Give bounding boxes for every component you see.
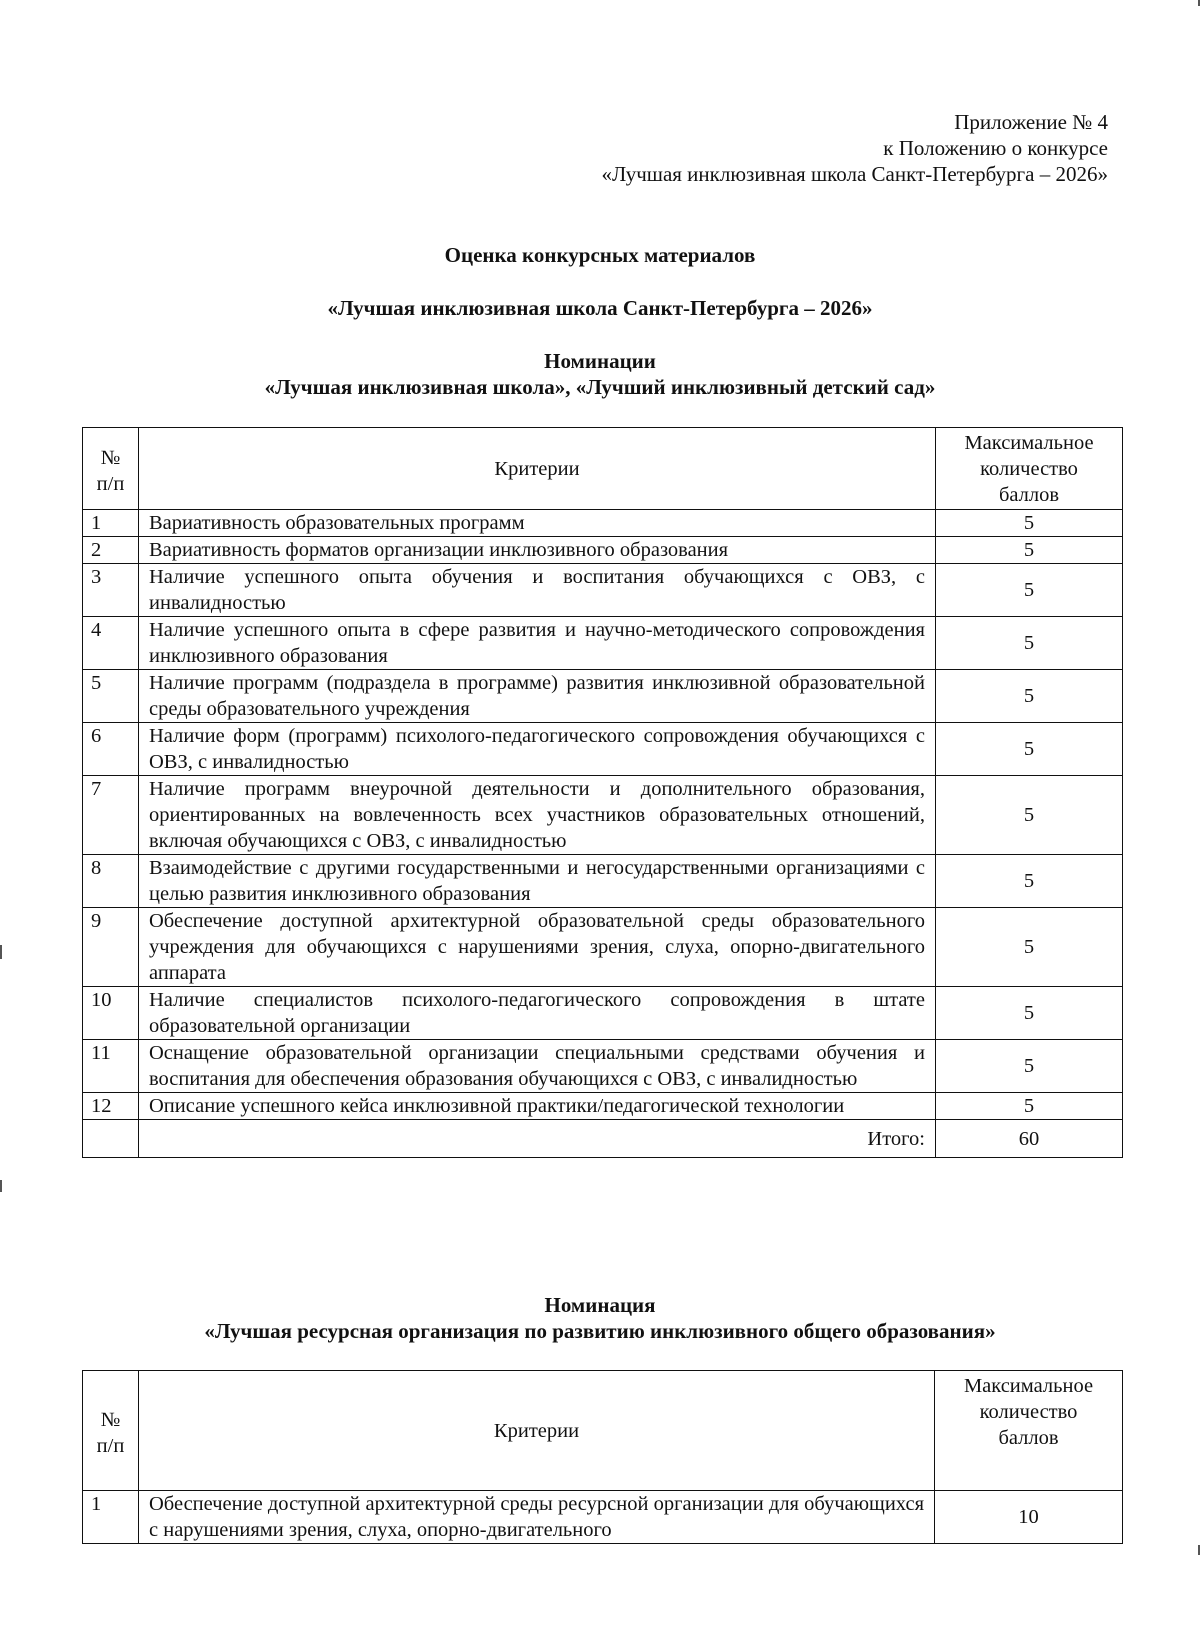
criterion-text	[139, 855, 936, 908]
header-max-line: Максимальное	[963, 1375, 1094, 1397]
scan-edge-mark	[0, 945, 2, 959]
table-row	[83, 564, 1123, 617]
header-max-line: Максимальное	[964, 431, 1094, 454]
criterion-text-content: Обеспечение доступной архитектурной среды ресурсной организации для обучающихся с нарушениями зрения, слуха, опорно-двигательного	[149, 1493, 924, 1541]
criterion-text	[139, 987, 936, 1040]
table-row	[83, 510, 1123, 537]
criterion-text	[139, 537, 936, 564]
max-score: 5	[936, 1093, 1123, 1120]
row-number: 3	[83, 564, 139, 617]
attachment-contest: «Лучшая инклюзивная школа Санкт-Петербурга – 2026»	[601, 162, 1108, 186]
row-number: 5	[83, 670, 139, 723]
criterion-text-content: Наличие успешного опыта в сфере развития и научно-методического сопровождения инклюзивного образования	[149, 619, 925, 667]
header-max-line: количество	[980, 457, 1078, 480]
table-row	[83, 908, 1123, 987]
header-max-line: баллов	[998, 1427, 1059, 1449]
max-score: 5	[936, 564, 1123, 617]
criterion-text	[139, 1040, 936, 1093]
empty-cell	[83, 1120, 139, 1158]
table-row	[83, 1093, 1123, 1120]
row-number: 10	[83, 987, 139, 1040]
criterion-text	[139, 564, 936, 617]
max-score: 5	[936, 1040, 1123, 1093]
table-row	[83, 670, 1123, 723]
table-row	[83, 1040, 1123, 1093]
table-row	[83, 987, 1123, 1040]
header-number-abbrev: п/п	[96, 1434, 125, 1457]
row-number: 11	[83, 1040, 139, 1093]
criterion-text	[139, 1093, 936, 1120]
attachment-note	[488, 109, 1108, 187]
criterion-text	[139, 1491, 935, 1544]
total-value: 60	[936, 1120, 1123, 1158]
criterion-text-content: Описание успешного кейса инклюзивной практики/педагогической технологии	[149, 1095, 845, 1117]
row-number: 2	[83, 537, 139, 564]
criterion-text-content: Взаимодействие с другими государственными и негосударственными организациями с целью развития инклюзивного образования	[149, 857, 925, 905]
table-row	[83, 617, 1123, 670]
max-score: 5	[936, 670, 1123, 723]
criterion-text	[139, 617, 936, 670]
criterion-text	[139, 670, 936, 723]
criteria-table-resource-org	[82, 1370, 1123, 1544]
max-score: 5	[936, 537, 1123, 564]
column-header-criteria: Критерии	[139, 1371, 935, 1491]
criterion-text	[139, 776, 936, 855]
criterion-text	[139, 723, 936, 776]
contest-title: «Лучшая инклюзивная школа Санкт-Петербурга – 2026»	[327, 296, 873, 320]
total-row	[83, 1120, 1123, 1158]
nominations-names: «Лучшая инклюзивная школа», «Лучший инклюзивный детский сад»	[264, 375, 936, 399]
criterion-text-content: Обеспечение доступной архитектурной образовательной среды образовательного учреждения для обучающихся с нарушениями зрения, слуха, опорно-двигательного аппарата	[149, 910, 925, 984]
max-score: 10	[935, 1491, 1123, 1544]
total-label: Итого:	[139, 1120, 936, 1158]
row-number: 7	[83, 776, 139, 855]
header-max-line: количество	[979, 1401, 1078, 1423]
column-header-criteria: Критерии	[139, 428, 936, 510]
nominations-label: Номинации	[544, 349, 656, 373]
column-header-number	[83, 1371, 139, 1491]
row-number: 1	[83, 1491, 139, 1544]
max-score: 5	[936, 617, 1123, 670]
criterion-text-content: Наличие программ (подраздела в программе) развития инклюзивной образовательной среды образовательного учреждения	[149, 672, 925, 720]
criterion-text-content: Наличие успешного опыта обучения и воспитания обучающихся с ОВЗ, с инвалидностью	[149, 566, 925, 614]
table-row	[83, 855, 1123, 908]
document-title: Оценка конкурсных материалов	[444, 243, 756, 267]
row-number: 9	[83, 908, 139, 987]
criterion-text-content: Вариативность образовательных программ	[149, 512, 525, 534]
max-score: 5	[936, 908, 1123, 987]
criteria-table-schools	[82, 427, 1123, 1158]
scan-edge-mark	[0, 1180, 2, 1192]
nomination-label: Номинация	[544, 1293, 656, 1317]
header-number-sign: №	[100, 446, 121, 469]
criterion-text-content: Наличие специалистов психолого-педагогического сопровождения в штате образовательной организации	[149, 989, 925, 1037]
table-row	[83, 776, 1123, 855]
criterion-text-content: Оснащение образовательной организации специальными средствами обучения и воспитания для обеспечения образования обучающихся с ОВЗ, с инвалидностью	[149, 1042, 925, 1090]
criterion-text	[139, 908, 936, 987]
header-max-line: баллов	[998, 483, 1060, 506]
column-header-max-score	[936, 428, 1123, 510]
table-row	[83, 537, 1123, 564]
row-number: 1	[83, 510, 139, 537]
table-row	[83, 1491, 1123, 1544]
criterion-text-content: Наличие программ внеурочной деятельности и дополнительного образования, ориентированных на вовлеченность всех участников образовательных отношений, включая обучающихся с ОВЗ, с инвалидностью	[149, 778, 925, 852]
criterion-text	[139, 510, 936, 537]
row-number: 8	[83, 855, 139, 908]
max-score: 5	[936, 855, 1123, 908]
max-score: 5	[936, 510, 1123, 537]
max-score: 5	[936, 987, 1123, 1040]
row-number: 12	[83, 1093, 139, 1120]
header-number-abbrev: п/п	[96, 472, 125, 495]
table-row	[83, 723, 1123, 776]
column-header-max-score	[935, 1371, 1123, 1491]
max-score: 5	[936, 776, 1123, 855]
max-score: 5	[936, 723, 1123, 776]
criterion-text-content: Наличие форм (программ) психолого-педагогического сопровождения обучающихся с ОВЗ, с инвалидностью	[149, 725, 925, 773]
column-header-number	[83, 428, 139, 510]
attachment-number: Приложение № 4	[954, 110, 1108, 134]
criterion-text-content: Вариативность форматов организации инклюзивного образования	[149, 539, 729, 561]
row-number: 4	[83, 617, 139, 670]
attachment-reference: к Положению о конкурсе	[883, 136, 1108, 160]
header-number-sign: №	[100, 1408, 121, 1431]
nomination-name: «Лучшая ресурсная организация по развитию инклюзивного общего образования»	[204, 1319, 996, 1343]
row-number: 6	[83, 723, 139, 776]
